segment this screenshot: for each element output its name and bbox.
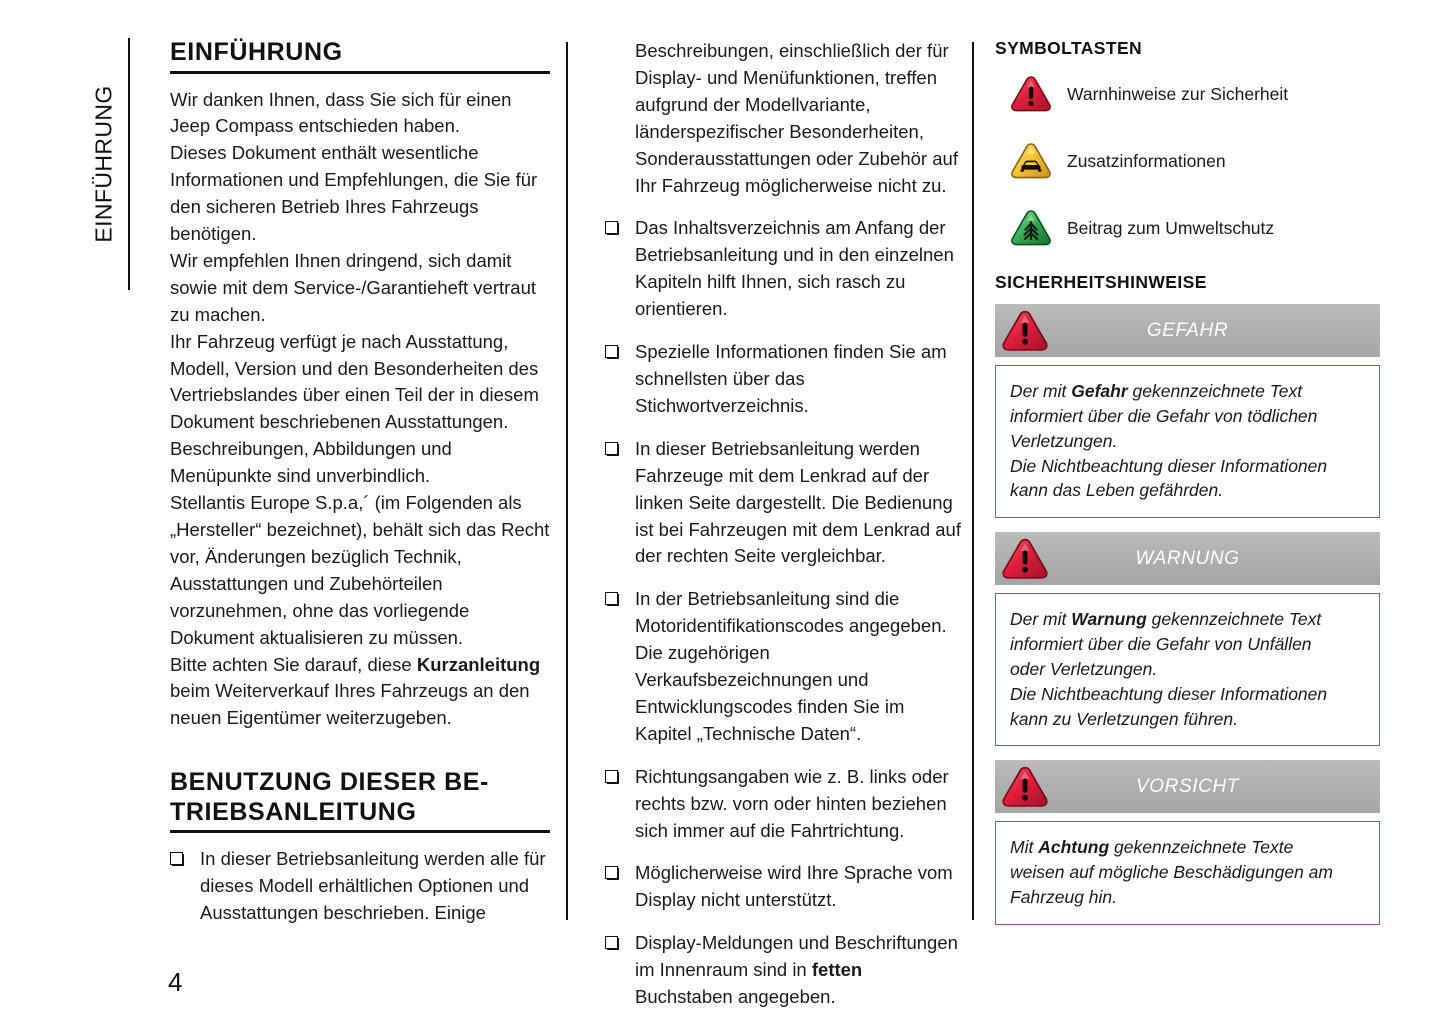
section-spacer: [170, 732, 550, 768]
display-text-before: Display-Meldungen und Beschriftungen im Innenraum sind in: [635, 932, 958, 981]
safety-notice-line: informiert über die Gefahr von Unfällen: [1010, 634, 1312, 655]
right-column: [995, 38, 1380, 939]
safety-notice-body: [995, 821, 1380, 925]
list-item: [605, 586, 965, 747]
list-item-text: Möglicherweise wird Ihre Sprache vom Display nicht unterstützt.: [635, 862, 953, 911]
safety-notice-line: kann zu Verletzungen führen.: [1010, 708, 1238, 729]
safety-notice-header: [995, 532, 1380, 585]
page-title-rule: [170, 71, 550, 74]
notice-keyword: Achtung: [1038, 837, 1110, 858]
list-item-text: In dieser Betriebsanleitung werden alle für dieses Modell erhältlichen Optionen und Ausstattungen beschrieben. Einige: [200, 848, 546, 924]
square-bullet-icon: [605, 936, 618, 949]
safety-notice-body: [995, 593, 1380, 746]
chapter-tab: [78, 38, 130, 290]
safety-notice-header: [995, 760, 1380, 813]
notice-text: gekennzeichnete Texte: [1109, 837, 1294, 858]
list-item: [605, 339, 965, 420]
safety-notice-line: Verletzungen.: [1010, 430, 1118, 451]
square-bullet-icon: [605, 770, 618, 783]
page-number: 4: [168, 967, 183, 997]
resale-text-after: beim Weiterverkauf Ihres Fahrzeugs an den neuen Eigentümer weiterzugeben.: [170, 680, 530, 729]
safety-notice-title: VORSICHT: [1136, 775, 1239, 797]
notice-text: Der mit: [1010, 609, 1072, 630]
intro-paragraph-1: Wir danken Ihnen, dass Sie sich für einen Jeep Compass entschieden haben.: [170, 88, 512, 137]
warning-triangle-red-exclamation-icon: [995, 74, 1067, 114]
usage-section-title: BENUTZUNG DIESER BE-TRIEBSANLEITUNG: [170, 768, 489, 826]
square-bullet-icon: [605, 221, 618, 234]
left-column: [170, 38, 550, 927]
chapter-tab-label: EINFÜHRUNG: [90, 85, 117, 243]
safety-section-title: SICHERHEITSHINWEISE: [995, 272, 1207, 292]
square-bullet-icon: [605, 866, 618, 879]
safety-notice-body: [995, 365, 1380, 518]
middle-bullet-list: [605, 215, 965, 1011]
list-item: [605, 215, 965, 323]
safety-notice-line: weisen auf mögliche Beschädigungen am: [1010, 862, 1333, 883]
safety-notice-line: informiert über die Gefahr von tödlichen: [1010, 405, 1318, 426]
kurzanleitung-emphasis: Kurzanleitung: [416, 653, 541, 675]
symbol-legend-row: [995, 70, 1380, 118]
safety-notice-header: [995, 304, 1380, 357]
fetten-emphasis: fetten: [811, 959, 863, 981]
square-bullet-icon: [605, 345, 618, 358]
page-title: EINFÜHRUNG: [170, 38, 343, 66]
list-item-text: [635, 932, 958, 1007]
symbol-legend-row: [995, 137, 1380, 185]
middle-column: [605, 38, 965, 1011]
safety-notice-line: [1010, 607, 1365, 632]
intro-paragraph-2: Dieses Dokument enthält wesentliche Informationen und Empfehlungen, die Sie für den sicheren Betrieb Ihres Fahrzeugs benötigen.: [170, 142, 538, 245]
safety-notice-title: GEFAHR: [1146, 319, 1229, 341]
square-bullet-icon: [605, 592, 618, 605]
list-item: [170, 846, 550, 927]
notice-keyword: Gefahr: [1071, 381, 1128, 401]
square-bullet-icon: [605, 442, 618, 455]
notice-keyword: Warnung: [1071, 609, 1147, 630]
notice-text: gekennzeichnete Text: [1127, 381, 1303, 401]
safety-notice-title: WARNUNG: [1135, 547, 1240, 569]
safety-notice-line: [1010, 835, 1365, 860]
column-divider-left: [566, 42, 568, 920]
notice-text: Der mit: [1010, 381, 1072, 401]
symbol-legend-label: Warnhinweise zur Sicherheit: [1067, 83, 1289, 104]
symbols-section-title: SYMBOLTASTEN: [995, 38, 1143, 58]
usage-bullet-list: [170, 846, 550, 927]
symbol-legend-label: Beitrag zum Umweltschutz: [1067, 217, 1275, 238]
notice-text: Mit: [1010, 837, 1039, 858]
warning-triangle-red-exclamation-icon: [1000, 764, 1050, 810]
resale-text-before: Bitte achten Sie darauf, diese: [170, 653, 417, 675]
warning-triangle-green-tree-icon: [995, 208, 1067, 248]
warning-triangle-red-exclamation-icon: [1000, 308, 1050, 354]
intro-paragraph-6: Stellantis Europe S.p.a,´ (im Folgenden als „Hersteller“ bezeichnet), behält sich das Recht vor, Änderungen bezüglich Technik, Ausstattungen und Zubehörteilen vorzunehmen, ohne das vorliegende Dokument aktualisieren zu müssen.: [170, 492, 550, 648]
usage-section-rule: [170, 830, 550, 833]
warning-triangle-red-exclamation-icon: [1000, 536, 1050, 582]
intro-paragraph-5: Beschreibungen, Abbildungen und Menüpunkte sind unverbindlich.: [170, 438, 452, 487]
list-item: [605, 436, 965, 571]
list-item-text: In der Betriebsanleitung sind die Motoridentifikationscodes angegeben. Die zugehörigen Verkaufsbezeichnungen und Entwicklungscodes finden Sie im Kapitel „Technische Daten“.: [635, 588, 947, 744]
safety-notice-vorsicht: [995, 760, 1380, 925]
symbol-legend-label: Zusatzinformationen: [1067, 150, 1226, 171]
list-item: [605, 930, 965, 1011]
intro-paragraph-3: Wir empfehlen Ihnen dringend, sich damit sowie mit dem Service-/Garantieheft vertraut zu machen.: [170, 249, 537, 325]
safety-notice-line: kann das Leben gefährden.: [1010, 480, 1224, 501]
intro-paragraph-7: [170, 652, 550, 733]
symbol-legend-row: [995, 204, 1380, 252]
list-item-text: Das Inhaltsverzeichnis am Anfang der Betriebsanleitung und in den einzelnen Kapiteln hilft Ihnen, sich rasch zu orientieren.: [635, 217, 954, 320]
list-item: [605, 860, 965, 914]
list-item-text: Spezielle Informationen finden Sie am schnellsten über das Stichwortverzeichnis.: [635, 341, 947, 416]
chapter-tab-rule: [128, 38, 130, 290]
list-item-text: Richtungsangaben wie z. B. links oder rechts bzw. vorn oder hinten beziehen sich immer auf die Fahrtrichtung.: [635, 765, 949, 841]
intro-paragraph-4: Ihr Fahrzeug verfügt je nach Ausstattung, Modell, Version und den Besonderheiten des Vertriebslandes über einen Teil der in diesem Dokument beschriebenen Ausstattungen.: [170, 330, 539, 433]
list-item: [605, 764, 965, 845]
safety-notice-line: Fahrzeug hin.: [1010, 887, 1118, 908]
safety-notice-warnung: [995, 532, 1380, 746]
safety-notice-line: Die Nichtbeachtung dieser Informationen: [1010, 455, 1328, 476]
notice-text: gekennzeichnete Text: [1146, 609, 1322, 630]
list-item-text: In dieser Betriebsanleitung werden Fahrzeuge mit dem Lenkrad auf der linken Seite dargestellt. Die Bedienung ist bei Fahrzeugen mit dem Lenkrad auf der rechten Seite vergleichbar.: [635, 437, 961, 567]
continuation-paragraph: Beschreibungen, einschließlich der für Display- und Menüfunktionen, treffen aufgrund der Modellvariante, länderspezifischer Besonderheiten, Sonderausstattungen oder Zubehör auf Ihr Fahrzeug möglicherweise nicht zu.: [635, 40, 958, 196]
safety-notice-line: [1010, 379, 1365, 404]
display-text-after: Buchstaben angegeben.: [635, 986, 836, 1008]
safety-notice-line: oder Verletzungen.: [1010, 658, 1158, 679]
safety-notice-line: Die Nichtbeachtung dieser Informationen: [1010, 683, 1328, 704]
square-bullet-icon: [170, 852, 183, 865]
safety-notice-gefahr: [995, 304, 1380, 518]
warning-triangle-yellow-car-icon: [995, 141, 1067, 181]
column-divider-right: [972, 42, 974, 920]
